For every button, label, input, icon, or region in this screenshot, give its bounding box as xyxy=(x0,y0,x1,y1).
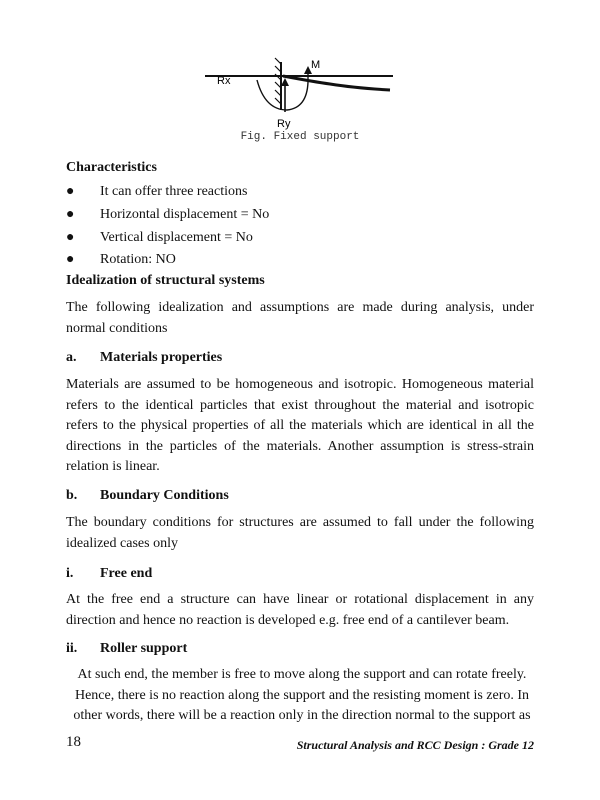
bullet-icon: ● xyxy=(66,252,75,267)
section-body: Materials are assumed to be homogeneous and isotropic. Homogeneous material refers to the identical particles that exist throughout the material and isotropic refers to the physical properties of all the materials which are identical in all the directions in the particles of the materials. Another assumption is stress-strain relation is linear. xyxy=(66,377,534,474)
book-title: Structural Analysis and RCC Design : Grade 12 xyxy=(296,738,534,752)
section-body: At the free end a structure can have linear or rotational displacement in any direction and hence no reaction is developed e.g. free end of a cantilever beam. xyxy=(66,592,534,628)
section-title: Materials properties xyxy=(100,350,223,365)
idealization-intro: The following idealization and assumptions are made during analysis, under normal conditions xyxy=(66,300,534,336)
section-marker: a. xyxy=(66,350,77,365)
section-title: Roller support xyxy=(100,641,188,656)
bullet-icon: ● xyxy=(66,230,75,245)
section-marker: ii. xyxy=(66,641,78,656)
list-item-text: Vertical displacement = No xyxy=(100,230,253,245)
ry-label: Ry xyxy=(277,118,291,130)
section-marker: i. xyxy=(66,566,74,581)
deflected-beam xyxy=(283,76,390,90)
section-title: Free end xyxy=(100,566,153,581)
list-item-text: Horizontal displacement = No xyxy=(100,207,270,222)
characteristics-heading: Characteristics xyxy=(66,160,157,175)
section-body: The boundary conditions for structures are assumed to fall under the following idealized cases only xyxy=(66,515,534,551)
list-item-text: Rotation: NO xyxy=(100,252,176,267)
fixed-support-figure xyxy=(195,52,405,142)
section-title: Boundary Conditions xyxy=(100,488,229,503)
figure-caption: Fig. Fixed support xyxy=(240,131,360,143)
m-label: M xyxy=(311,59,321,71)
rx-label: Rx xyxy=(217,75,231,87)
idealization-heading: Idealization of structural systems xyxy=(66,273,265,288)
section-marker: b. xyxy=(66,488,78,503)
fixed-support-diagram xyxy=(195,52,405,142)
bullet-icon: ● xyxy=(66,207,75,222)
list-item-text: It can offer three reactions xyxy=(100,184,248,199)
page-number: 18 xyxy=(66,734,81,750)
section-body: At such end, the member is free to move along the support and can rotate freely. Hence, there is no reaction along the support and the resisting moment is zero. In other words, there will be a reaction only in the direction normal to the support as xyxy=(73,667,531,723)
bullet-icon: ● xyxy=(66,184,75,199)
